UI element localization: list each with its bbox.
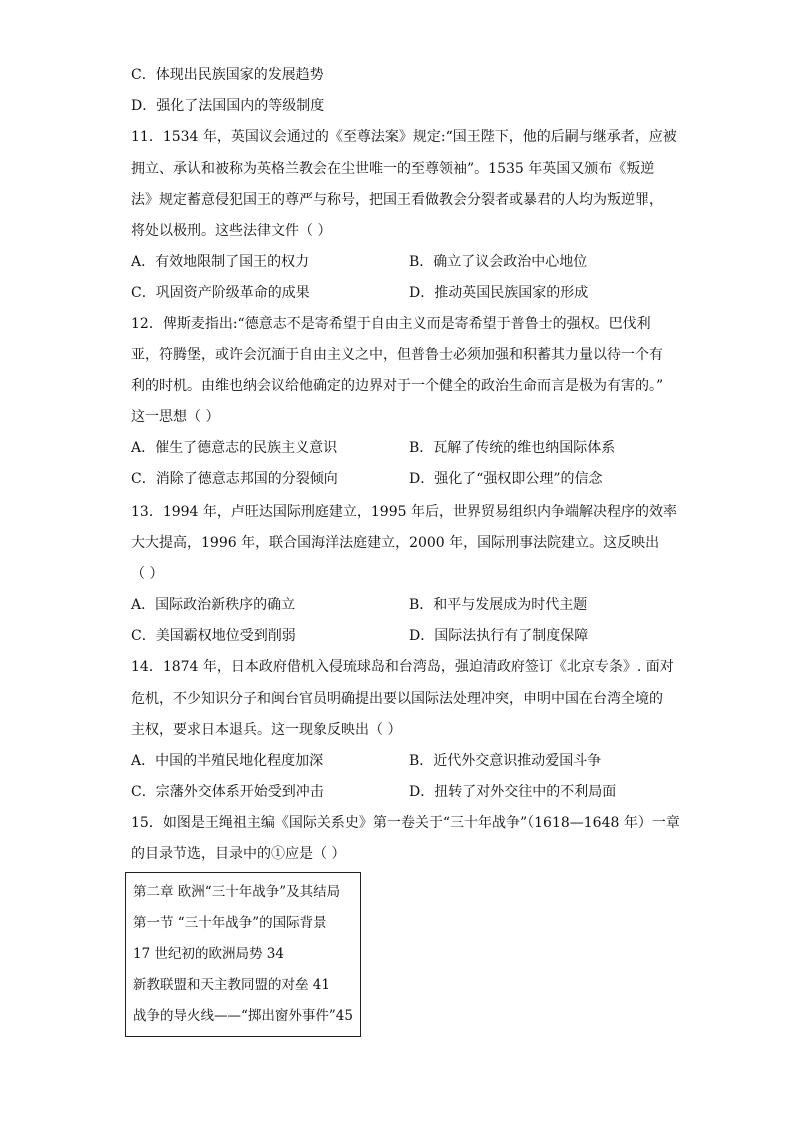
toc-entry-1: 17 世纪初的欧洲局势 34 [133,946,284,962]
q14-option-d: D．扭转了对外交往中的不利局面 [409,784,617,800]
q15-stem-line-1: 15．如图是王绳祖主编《国际关系史》第一卷关于“三十年战争”（1618—1648 年）一章 [131,815,680,831]
q10-option-d: D．强化了法国国内的等级制度 [131,98,325,114]
q10-option-c: C．体现出民族国家的发展趋势 [131,67,324,83]
toc-chapter-title: 第二章 欧洲“三十年战争”及其结局 [133,884,341,900]
toc-entry-2: 新教联盟和天主教同盟的对垒 41 [133,977,330,993]
q13-option-d: D．国际法执行有了制度保障 [409,628,589,644]
q11-stem-line-2: 拥立、承认和被称为英格兰教会在尘世唯一的至尊领袖”。1535 年英国又颁布《叛逆 [131,161,655,177]
q11-stem-line-4: 将处以极刑。这些法律文件（ ） [131,223,332,239]
q14-stem-line-1: 14．1874 年，日本政府借机入侵琉球岛和台湾岛，强迫清政府签订《北京专条》. 面对 [131,659,674,675]
q13-option-c: C．美国霸权地位受到削弱 [131,628,296,644]
q12-stem-line-4: 这一思想（ ） [131,409,220,425]
q13-stem-line-3: （ ） [131,566,164,582]
q14-option-b: B．近代外交意识推动爱国斗争 [409,753,602,769]
q14-option-c: C．宗藩外交体系开始受到冲击 [131,784,324,800]
q11-stem-line-1: 11．1534 年，英国议会通过的《至尊法案》规定:“国王陛下，他的后嗣与继承者，应被 [131,129,677,145]
q11-stem-line-3: 法》规定蓄意侵犯国王的尊严与称号，把国王看做教会分裂者或暴君的人均为叛逆罪， [131,192,663,208]
q14-stem-line-2: 危机，不少知识分子和闽台官员明确提出要以国际法处理冲突，申明中国在台湾全境的 [131,691,663,707]
toc-entry-3: 战争的导火线——“掷出窗外事件”45 [133,1008,353,1024]
q13-option-a: A．国际政治新秩序的确立 [131,597,296,613]
q11-option-d: D．推动英国民族国家的形成 [409,285,589,301]
q13-stem-line-2: 大大提高，1996 年，联合国海洋法庭建立，2000 年，国际刑事法院建立。这反映出 [131,535,660,551]
q12-option-a: A．催生了德意志的民族主义意识 [131,440,338,456]
q12-option-d: D．强化了“强权即公理”的信念 [409,471,603,487]
toc-section-title: 第一节 “三十年战争”的国际背景 [133,915,327,931]
q13-option-b: B．和平与发展成为时代主题 [409,597,588,613]
q12-option-b: B．瓦解了传统的维也纳国际体系 [409,440,616,456]
q12-option-c: C．消除了德意志邦国的分裂倾向 [131,471,338,487]
q14-stem-line-3: 主权，要求日本退兵。这一现象反映出（ ） [131,722,402,738]
q12-stem-line-2: 亚，符腾堡，或许会沉湎于自由主义之中，但普鲁士必须加强和积蓄其力量以待一个有 [131,347,663,363]
q13-stem-line-1: 13．1994 年，卢旺达国际刑庭建立，1995 年后，世界贸易组织内争端解决程序的效率 [131,504,677,520]
q11-option-a: A．有效地限制了国王的权力 [131,254,310,270]
q14-option-a: A．中国的半殖民地化程度加深 [131,753,324,769]
q11-option-b: B．确立了议会政治中心地位 [409,254,588,270]
table-of-contents-excerpt [125,872,361,1037]
q12-stem-line-3: 利的时机。由维也纳会议给他确定的边界对于一个健全的政治生命而言是极为有害的。” [131,378,664,394]
q11-option-c: C．巩固资产阶级革命的成果 [131,285,310,301]
q15-stem-line-2: 的目录节选，目录中的①应是（ ） [131,846,346,862]
q12-stem-line-1: 12．俾斯麦指出:“德意志不是寄希望于自由主义而是寄希望于普鲁士的强权。巴伐利 [131,316,651,332]
